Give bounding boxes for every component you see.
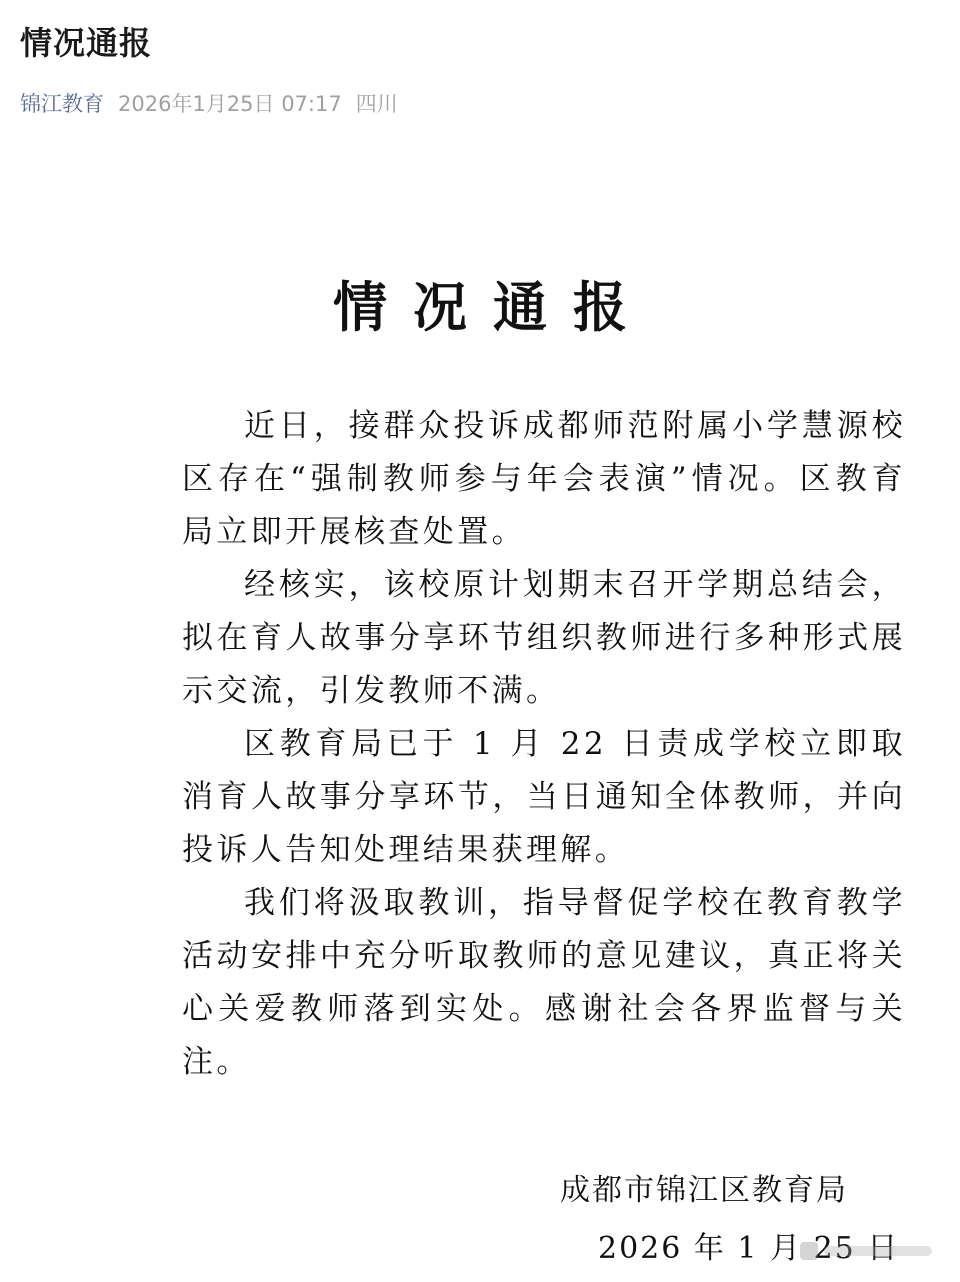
article-title: 情况通报 xyxy=(20,24,153,62)
notice-document-image xyxy=(0,150,960,1282)
account-name-link[interactable]: 锦江教育 xyxy=(20,92,104,116)
document-paragraph: 经核实，该校原计划期末召开学期总结会，拟在育人故事分享环节组织教师进行多种形式展示交流，引发教师不满。 xyxy=(182,567,906,709)
document-title: 情况通报 xyxy=(333,275,653,339)
document-issuer: 成都市锦江区教育局 xyxy=(560,1173,848,1208)
publish-location: 四川 xyxy=(355,92,398,116)
document-paragraph: 近日，接群众投诉成都师范附属小学慧源校区存在“强制教师参与年会表演”情况。区教育局立即开展核查处置。 xyxy=(182,408,906,550)
document-body xyxy=(182,400,906,1089)
watermark-logo-icon xyxy=(798,1236,938,1266)
article-meta xyxy=(20,88,398,118)
document-paragraph: 区教育局已于 1 月 22 日责成学校立即取消育人故事分享环节，当日通知全体教师，并向投诉人告知处理结果获理解。 xyxy=(182,726,906,868)
publish-time: 2026年1月25日 07:17 xyxy=(118,92,342,116)
document-paragraph: 我们将汲取教训，指导督促学校在教育教学活动安排中充分听取教师的意见建议，真正将关心关爱教师落到实处。感谢社会各界监督与关注。 xyxy=(182,885,906,1080)
document-date: 2026 年 1 月 25 日 xyxy=(598,1231,900,1266)
